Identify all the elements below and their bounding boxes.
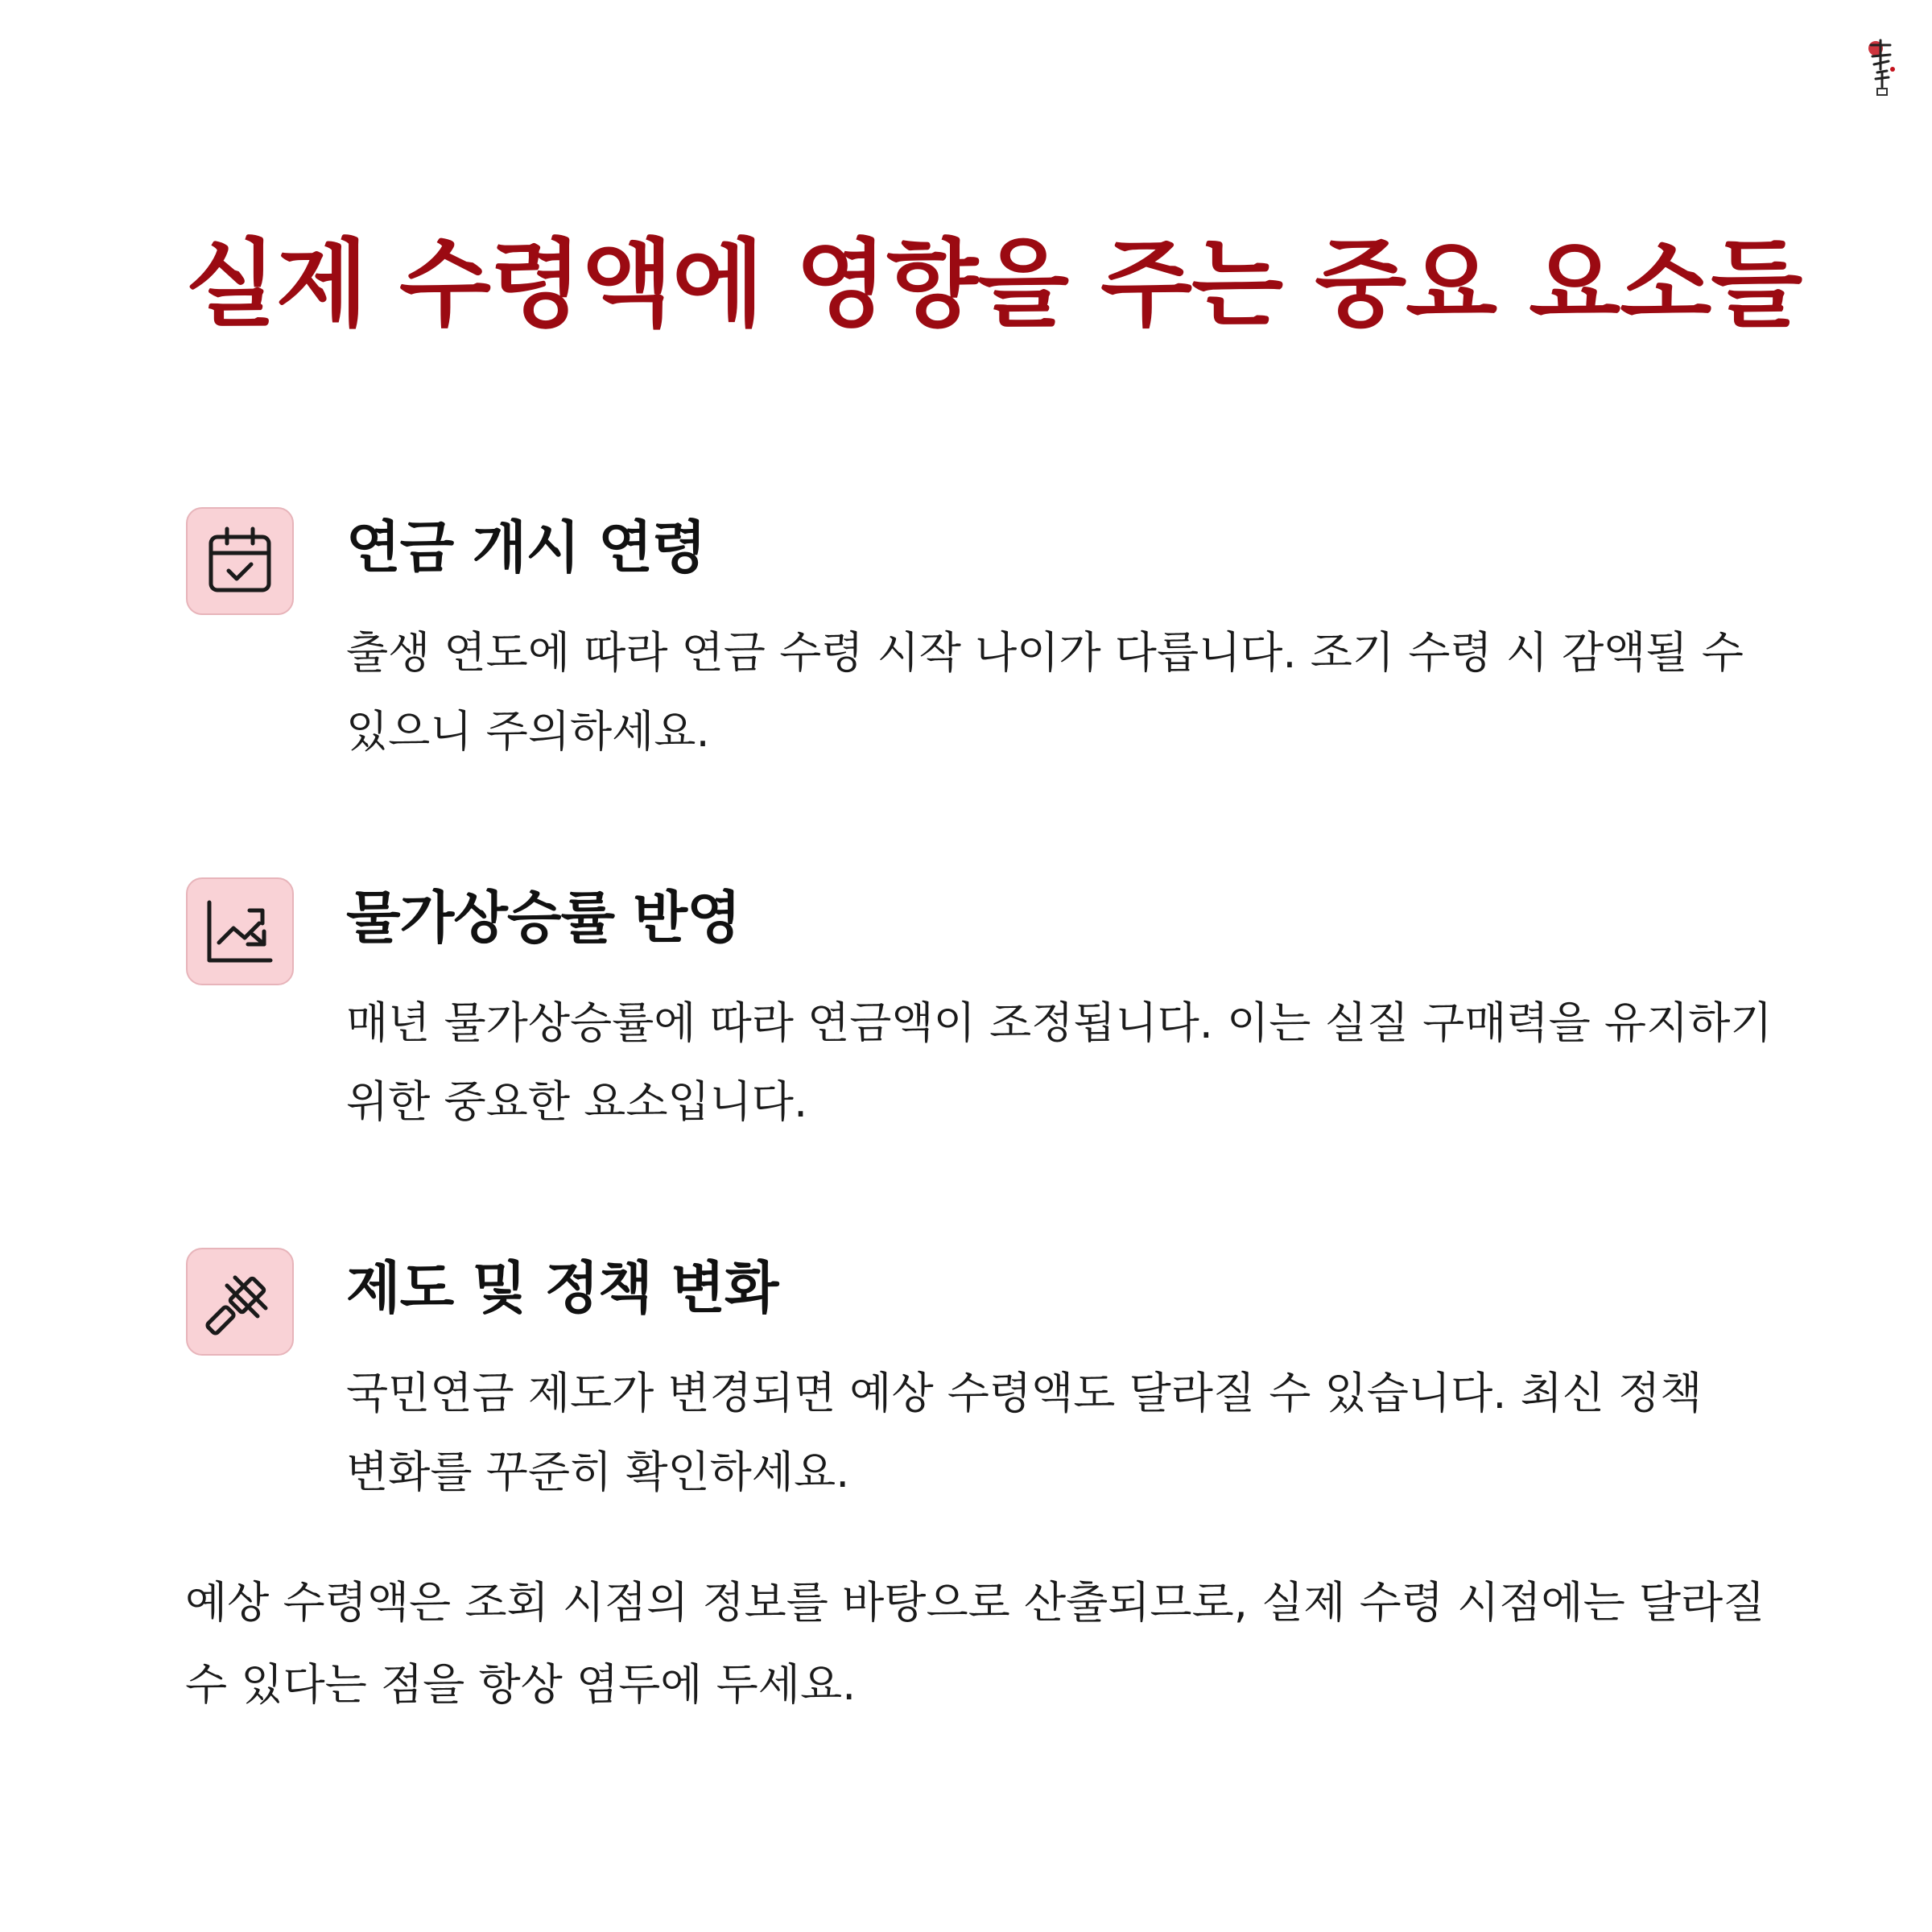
item-title-policy-change: 제도 및 정책 변화 [346, 1255, 778, 1321]
item-title-inflation: 물가상승률 반영 [346, 885, 741, 951]
gavel-icon [186, 1248, 294, 1356]
page-title: 실제 수령액에 영향을 주는 중요 요소들 [185, 229, 1802, 340]
footer-note: 예상 수령액은 조회 시점의 정보를 바탕으로 산출되므로, 실제 수령 시점에는 달라질 수 있다는 점을 항상 염두에 두세요. [185, 1577, 1765, 1710]
item-text-policy-change: 국민연금 제도가 변경되면 예상 수령액도 달라질 수 있습니다. 최신 정책 변화를 꾸준히 확인하세요. [346, 1368, 1703, 1497]
item-text-retirement-age: 출생 연도에 따라 연금 수령 시작 나이가 다릅니다. 조기 수령 시 감액될 수 있으니 주의하세요. [346, 627, 1744, 757]
item-text-inflation: 매년 물가상승률에 따라 연금액이 조정됩니다. 이는 실질 구매력을 유지하기 위한 중요한 요소입니다. [346, 997, 1773, 1127]
item-title-retirement-age: 연금 개시 연령 [346, 514, 706, 580]
calendar-check-icon [186, 507, 294, 615]
chart-trend-icon [186, 877, 294, 985]
seal-logo [1866, 37, 1898, 97]
